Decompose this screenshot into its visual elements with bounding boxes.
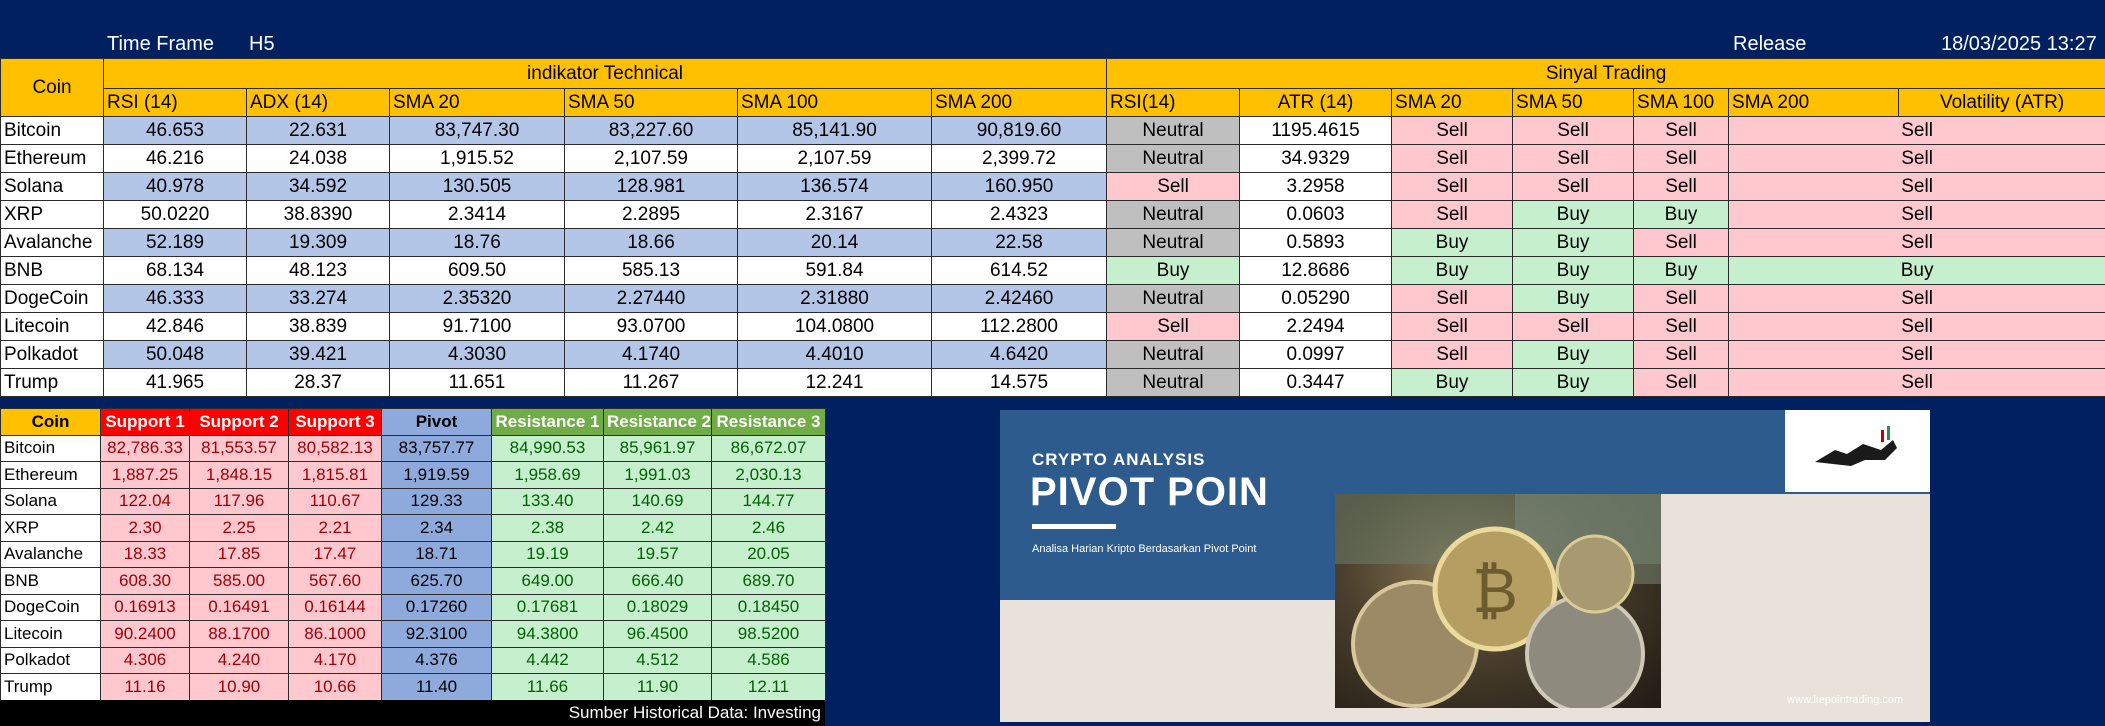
rsi-cell: 52.189 xyxy=(104,229,247,257)
table-row xyxy=(1,145,2105,173)
adx-cell: 24.038 xyxy=(247,145,390,173)
coin-name-cell: DogeCoin xyxy=(1,285,104,313)
rsi-cell: 40.978 xyxy=(104,173,247,201)
sma100-signal-cell: Sell xyxy=(1634,341,1729,369)
support3-cell: 110.67 xyxy=(289,488,382,515)
rsi-signal-cell: Buy xyxy=(1107,257,1240,285)
signal-group-header: Sinyal Trading xyxy=(1107,59,2105,89)
coin-name-cell: Bitcoin xyxy=(1,117,104,145)
time-frame-label: Time Frame xyxy=(107,33,215,55)
sma50-cell: 4.1740 xyxy=(565,341,738,369)
pivot-row xyxy=(1,594,826,621)
sma100-cell: 591.84 xyxy=(738,257,932,285)
sma100-cell: 104.0800 xyxy=(738,313,932,341)
sma100-cell: 85,141.90 xyxy=(738,117,932,145)
sma20-cell: 18.76 xyxy=(390,229,565,257)
release-label: Release xyxy=(1733,33,1807,55)
pivot-coin-cell: Avalanche xyxy=(1,541,101,568)
sma100-signal-cell: Sell xyxy=(1634,173,1729,201)
support3-cell: 0.16144 xyxy=(289,594,382,621)
resistance1-cell: 1,958.69 xyxy=(492,462,604,489)
resistance2-cell: 140.69 xyxy=(604,488,712,515)
sma50-signal-cell: Sell xyxy=(1513,117,1634,145)
atr-cell: 0.5893 xyxy=(1240,229,1392,257)
column-header: RSI (14) xyxy=(104,89,247,117)
support1-cell: 90.2400 xyxy=(101,621,190,648)
sma20-cell: 91.7100 xyxy=(390,313,565,341)
support1-cell: 0.16913 xyxy=(101,594,190,621)
pivot-coin-cell: BNB xyxy=(1,568,101,595)
sma20-cell: 130.505 xyxy=(390,173,565,201)
pivot-column-header: Pivot xyxy=(382,409,492,436)
release-value: 18/03/2025 13:27 xyxy=(1941,33,2097,55)
header-strip xyxy=(0,0,2105,58)
sma20-signal-cell: Sell xyxy=(1392,201,1513,229)
sma100-signal-cell: Sell xyxy=(1634,145,1729,173)
atr-cell: 12.8686 xyxy=(1240,257,1392,285)
pivot-column-header: Resistance 3 xyxy=(712,409,826,436)
promo-banner xyxy=(1000,410,1930,722)
support2-cell: 117.96 xyxy=(190,488,289,515)
support3-cell: 1,815.81 xyxy=(289,462,382,489)
support3-cell: 2.21 xyxy=(289,515,382,542)
sma200-signal-cell: Sell xyxy=(1729,117,2105,145)
rsi-cell: 46.653 xyxy=(104,117,247,145)
column-header: SMA 200 xyxy=(932,89,1107,117)
rsi-signal-cell: Neutral xyxy=(1107,369,1240,397)
rsi-cell: 41.965 xyxy=(104,369,247,397)
resistance1-cell: 0.17681 xyxy=(492,594,604,621)
column-header: SMA 20 xyxy=(1392,89,1513,117)
banner-small-title: CRYPTO ANALYSIS xyxy=(1032,450,1206,469)
table-row xyxy=(1,341,2105,369)
rsi-signal-cell: Neutral xyxy=(1107,145,1240,173)
support1-cell: 608.30 xyxy=(101,568,190,595)
banner-url: www.kepointrading.com xyxy=(1787,694,1904,706)
support2-cell: 2.25 xyxy=(190,515,289,542)
resistance3-cell: 2.46 xyxy=(712,515,826,542)
support3-cell: 80,582.13 xyxy=(289,435,382,462)
sma20-signal-cell: Sell xyxy=(1392,285,1513,313)
pivot-coin-cell: Solana xyxy=(1,488,101,515)
rsi-signal-cell: Sell xyxy=(1107,173,1240,201)
rsi-cell: 46.333 xyxy=(104,285,247,313)
atr-cell: 1195.4615 xyxy=(1240,117,1392,145)
sma100-signal-cell: Sell xyxy=(1634,313,1729,341)
sma200-signal-cell: Buy xyxy=(1729,257,2105,285)
atr-cell: 0.05290 xyxy=(1240,285,1392,313)
sma200-cell: 112.2800 xyxy=(932,313,1107,341)
sma50-cell: 585.13 xyxy=(565,257,738,285)
resistance3-cell: 12.11 xyxy=(712,674,826,701)
rsi-signal-cell: Neutral xyxy=(1107,229,1240,257)
sma50-signal-cell: Sell xyxy=(1513,173,1634,201)
resistance3-cell: 4.586 xyxy=(712,647,826,674)
resistance3-cell: 2,030.13 xyxy=(712,462,826,489)
sma50-signal-cell: Buy xyxy=(1513,257,1634,285)
atr-cell: 34.9329 xyxy=(1240,145,1392,173)
coin-name-cell: XRP xyxy=(1,201,104,229)
atr-cell: 0.0603 xyxy=(1240,201,1392,229)
pivot-cell: 625.70 xyxy=(382,568,492,595)
pivot-column-header: Resistance 1 xyxy=(492,409,604,436)
sma50-signal-cell: Buy xyxy=(1513,229,1634,257)
table-row xyxy=(1,313,2105,341)
sma50-cell: 83,227.60 xyxy=(565,117,738,145)
pivot-row xyxy=(1,647,826,674)
sma20-cell: 11.651 xyxy=(390,369,565,397)
pivot-row xyxy=(1,462,826,489)
coin-header: Coin xyxy=(1,59,104,117)
coin-name-cell: Trump xyxy=(1,369,104,397)
pivot-coin-cell: XRP xyxy=(1,515,101,542)
resistance3-cell: 689.70 xyxy=(712,568,826,595)
pivot-column-header: Resistance 2 xyxy=(604,409,712,436)
resistance3-cell: 20.05 xyxy=(712,541,826,568)
sma50-cell: 2.27440 xyxy=(565,285,738,313)
support3-cell: 10.66 xyxy=(289,674,382,701)
support1-cell: 1,887.25 xyxy=(101,462,190,489)
sma50-cell: 11.267 xyxy=(565,369,738,397)
sma20-signal-cell: Buy xyxy=(1392,257,1513,285)
table-row xyxy=(1,257,2105,285)
pivot-coin-cell: Litecoin xyxy=(1,621,101,648)
resistance3-cell: 144.77 xyxy=(712,488,826,515)
support1-cell: 11.16 xyxy=(101,674,190,701)
sma200-cell: 2.4323 xyxy=(932,201,1107,229)
adx-cell: 39.421 xyxy=(247,341,390,369)
support2-cell: 88.1700 xyxy=(190,621,289,648)
pivot-column-header: Support 3 xyxy=(289,409,382,436)
pivot-cell: 129.33 xyxy=(382,488,492,515)
adx-cell: 48.123 xyxy=(247,257,390,285)
pivot-coin-cell: Ethereum xyxy=(1,462,101,489)
sma50-signal-cell: Buy xyxy=(1513,369,1634,397)
support2-cell: 17.85 xyxy=(190,541,289,568)
resistance1-cell: 11.66 xyxy=(492,674,604,701)
banner-subtitle: Analisa Harian Kripto Berdasarkan Pivot Point xyxy=(1032,543,1257,555)
pivot-row xyxy=(1,435,826,462)
adx-cell: 33.274 xyxy=(247,285,390,313)
pivot-row xyxy=(1,515,826,542)
resistance2-cell: 96.4500 xyxy=(604,621,712,648)
pivot-row xyxy=(1,674,826,701)
column-header: RSI(14) xyxy=(1107,89,1240,117)
coin-name-cell: Avalanche xyxy=(1,229,104,257)
sma100-cell: 2.31880 xyxy=(738,285,932,313)
sma100-signal-cell: Sell xyxy=(1634,369,1729,397)
pivot-cell: 18.71 xyxy=(382,541,492,568)
column-header: ADX (14) xyxy=(247,89,390,117)
svg-text:₿: ₿ xyxy=(1472,554,1518,627)
sma200-signal-cell: Sell xyxy=(1729,369,2105,397)
sma20-signal-cell: Sell xyxy=(1392,313,1513,341)
sma200-signal-cell: Sell xyxy=(1729,201,2105,229)
sma100-signal-cell: Buy xyxy=(1634,257,1729,285)
sma50-signal-cell: Buy xyxy=(1513,341,1634,369)
sma20-signal-cell: Sell xyxy=(1392,145,1513,173)
pivot-row xyxy=(1,541,826,568)
table-row xyxy=(1,369,2105,397)
coin-name-cell: Litecoin xyxy=(1,313,104,341)
support3-cell: 86.1000 xyxy=(289,621,382,648)
source-note: Sumber Historical Data: Investing xyxy=(0,700,825,726)
pivot-coin-cell: Trump xyxy=(1,674,101,701)
pivot-column-header: Support 1 xyxy=(101,409,190,436)
sma100-signal-cell: Sell xyxy=(1634,285,1729,313)
resistance3-cell: 98.5200 xyxy=(712,621,826,648)
rsi-signal-cell: Neutral xyxy=(1107,117,1240,145)
adx-cell: 38.839 xyxy=(247,313,390,341)
support2-cell: 1,848.15 xyxy=(190,462,289,489)
pivot-cell: 0.17260 xyxy=(382,594,492,621)
banner-underline xyxy=(1032,524,1116,529)
resistance1-cell: 4.442 xyxy=(492,647,604,674)
sma100-cell: 4.4010 xyxy=(738,341,932,369)
sma200-cell: 4.6420 xyxy=(932,341,1107,369)
pivot-cell: 83,757.77 xyxy=(382,435,492,462)
column-header: SMA 100 xyxy=(1634,89,1729,117)
rsi-signal-cell: Neutral xyxy=(1107,285,1240,313)
atr-cell: 0.0997 xyxy=(1240,341,1392,369)
sma200-signal-cell: Sell xyxy=(1729,285,2105,313)
column-header: SMA 100 xyxy=(738,89,932,117)
resistance1-cell: 84,990.53 xyxy=(492,435,604,462)
adx-cell: 34.592 xyxy=(247,173,390,201)
sma50-signal-cell: Buy xyxy=(1513,285,1634,313)
pivot-cell: 1,919.59 xyxy=(382,462,492,489)
pivot-row xyxy=(1,488,826,515)
resistance3-cell: 0.18450 xyxy=(712,594,826,621)
coin-name-cell: Polkadot xyxy=(1,341,104,369)
resistance2-cell: 0.18029 xyxy=(604,594,712,621)
coin-name-cell: Solana xyxy=(1,173,104,201)
rsi-cell: 42.846 xyxy=(104,313,247,341)
sma100-cell: 12.241 xyxy=(738,369,932,397)
support2-cell: 81,553.57 xyxy=(190,435,289,462)
resistance2-cell: 85,961.97 xyxy=(604,435,712,462)
pivot-table xyxy=(0,408,826,701)
adx-cell: 22.631 xyxy=(247,117,390,145)
resistance3-cell: 86,672.07 xyxy=(712,435,826,462)
sma200-cell: 14.575 xyxy=(932,369,1107,397)
sma20-signal-cell: Sell xyxy=(1392,173,1513,201)
resistance2-cell: 666.40 xyxy=(604,568,712,595)
crypto-coins-photo xyxy=(1335,494,1661,708)
sma100-signal-cell: Sell xyxy=(1634,229,1729,257)
sma100-cell: 2.3167 xyxy=(738,201,932,229)
kepoin-logo xyxy=(1785,410,1930,492)
table-row xyxy=(1,201,2105,229)
sma50-cell: 93.0700 xyxy=(565,313,738,341)
sma50-cell: 128.981 xyxy=(565,173,738,201)
support2-cell: 10.90 xyxy=(190,674,289,701)
table-row xyxy=(1,285,2105,313)
sma50-signal-cell: Sell xyxy=(1513,145,1634,173)
support2-cell: 0.16491 xyxy=(190,594,289,621)
sma20-signal-cell: Buy xyxy=(1392,369,1513,397)
support1-cell: 122.04 xyxy=(101,488,190,515)
sma20-cell: 2.35320 xyxy=(390,285,565,313)
coin-name-cell: BNB xyxy=(1,257,104,285)
sma200-signal-cell: Sell xyxy=(1729,341,2105,369)
support2-cell: 585.00 xyxy=(190,568,289,595)
adx-cell: 28.37 xyxy=(247,369,390,397)
column-header: SMA 50 xyxy=(1513,89,1634,117)
rsi-signal-cell: Sell xyxy=(1107,313,1240,341)
pivot-coin-cell: Polkadot xyxy=(1,647,101,674)
rsi-signal-cell: Neutral xyxy=(1107,341,1240,369)
sma50-cell: 18.66 xyxy=(565,229,738,257)
resistance1-cell: 133.40 xyxy=(492,488,604,515)
support2-cell: 4.240 xyxy=(190,647,289,674)
sma20-signal-cell: Buy xyxy=(1392,229,1513,257)
rsi-signal-cell: Neutral xyxy=(1107,201,1240,229)
sma100-cell: 2,107.59 xyxy=(738,145,932,173)
sma200-cell: 160.950 xyxy=(932,173,1107,201)
coin-name-cell: Ethereum xyxy=(1,145,104,173)
sma50-signal-cell: Sell xyxy=(1513,313,1634,341)
sma200-cell: 2,399.72 xyxy=(932,145,1107,173)
resistance2-cell: 1,991.03 xyxy=(604,462,712,489)
resistance1-cell: 19.19 xyxy=(492,541,604,568)
sma200-cell: 22.58 xyxy=(932,229,1107,257)
sma100-signal-cell: Sell xyxy=(1634,117,1729,145)
support3-cell: 17.47 xyxy=(289,541,382,568)
sma200-signal-cell: Sell xyxy=(1729,229,2105,257)
column-header: SMA 50 xyxy=(565,89,738,117)
sma200-cell: 90,819.60 xyxy=(932,117,1107,145)
sma20-signal-cell: Sell xyxy=(1392,341,1513,369)
support1-cell: 18.33 xyxy=(101,541,190,568)
pivot-row xyxy=(1,568,826,595)
table-row xyxy=(1,117,2105,145)
sma20-cell: 2.3414 xyxy=(390,201,565,229)
sma20-cell: 609.50 xyxy=(390,257,565,285)
rsi-cell: 50.048 xyxy=(104,341,247,369)
sma200-signal-cell: Sell xyxy=(1729,313,2105,341)
sma100-cell: 136.574 xyxy=(738,173,932,201)
resistance2-cell: 11.90 xyxy=(604,674,712,701)
atr-cell: 0.3447 xyxy=(1240,369,1392,397)
support1-cell: 4.306 xyxy=(101,647,190,674)
sma100-cell: 20.14 xyxy=(738,229,932,257)
column-header: Volatility (ATR) xyxy=(1899,89,2105,117)
sma100-signal-cell: Buy xyxy=(1634,201,1729,229)
pivot-row xyxy=(1,621,826,648)
table-row xyxy=(1,229,2105,257)
rsi-cell: 68.134 xyxy=(104,257,247,285)
sma50-signal-cell: Buy xyxy=(1513,201,1634,229)
rsi-cell: 50.0220 xyxy=(104,201,247,229)
table-row xyxy=(1,173,2105,201)
adx-cell: 19.309 xyxy=(247,229,390,257)
sma200-cell: 2.42460 xyxy=(932,285,1107,313)
sma20-signal-cell: Sell xyxy=(1392,117,1513,145)
sma200-signal-cell: Sell xyxy=(1729,145,2105,173)
indicator-table xyxy=(0,58,2105,397)
column-header: SMA 200 xyxy=(1729,89,1899,117)
resistance1-cell: 2.38 xyxy=(492,515,604,542)
resistance1-cell: 94.3800 xyxy=(492,621,604,648)
support1-cell: 82,786.33 xyxy=(101,435,190,462)
pivot-coin-cell: DogeCoin xyxy=(1,594,101,621)
adx-cell: 38.8390 xyxy=(247,201,390,229)
pivot-column-header: Support 2 xyxy=(190,409,289,436)
pivot-cell: 11.40 xyxy=(382,674,492,701)
resistance1-cell: 649.00 xyxy=(492,568,604,595)
atr-cell: 3.2958 xyxy=(1240,173,1392,201)
sma50-cell: 2,107.59 xyxy=(565,145,738,173)
sma200-cell: 614.52 xyxy=(932,257,1107,285)
banner-big-title: PIVOT POIN xyxy=(1030,470,1269,514)
pivot-cell: 4.376 xyxy=(382,647,492,674)
pivot-cell: 2.34 xyxy=(382,515,492,542)
pivot-cell: 92.3100 xyxy=(382,621,492,648)
resistance2-cell: 2.42 xyxy=(604,515,712,542)
column-header: SMA 20 xyxy=(390,89,565,117)
atr-cell: 2.2494 xyxy=(1240,313,1392,341)
technical-group-header: indikator Technical xyxy=(104,59,1107,89)
pivot-coin-cell: Bitcoin xyxy=(1,435,101,462)
sma20-cell: 1,915.52 xyxy=(390,145,565,173)
support1-cell: 2.30 xyxy=(101,515,190,542)
support3-cell: 567.60 xyxy=(289,568,382,595)
resistance2-cell: 4.512 xyxy=(604,647,712,674)
pivot-column-header: Coin xyxy=(1,409,101,436)
time-frame-value: H5 xyxy=(249,33,275,55)
resistance2-cell: 19.57 xyxy=(604,541,712,568)
column-header: ATR (14) xyxy=(1240,89,1392,117)
sma20-cell: 83,747.30 xyxy=(390,117,565,145)
sma20-cell: 4.3030 xyxy=(390,341,565,369)
sma200-signal-cell: Sell xyxy=(1729,173,2105,201)
support3-cell: 4.170 xyxy=(289,647,382,674)
rsi-cell: 46.216 xyxy=(104,145,247,173)
sma50-cell: 2.2895 xyxy=(565,201,738,229)
